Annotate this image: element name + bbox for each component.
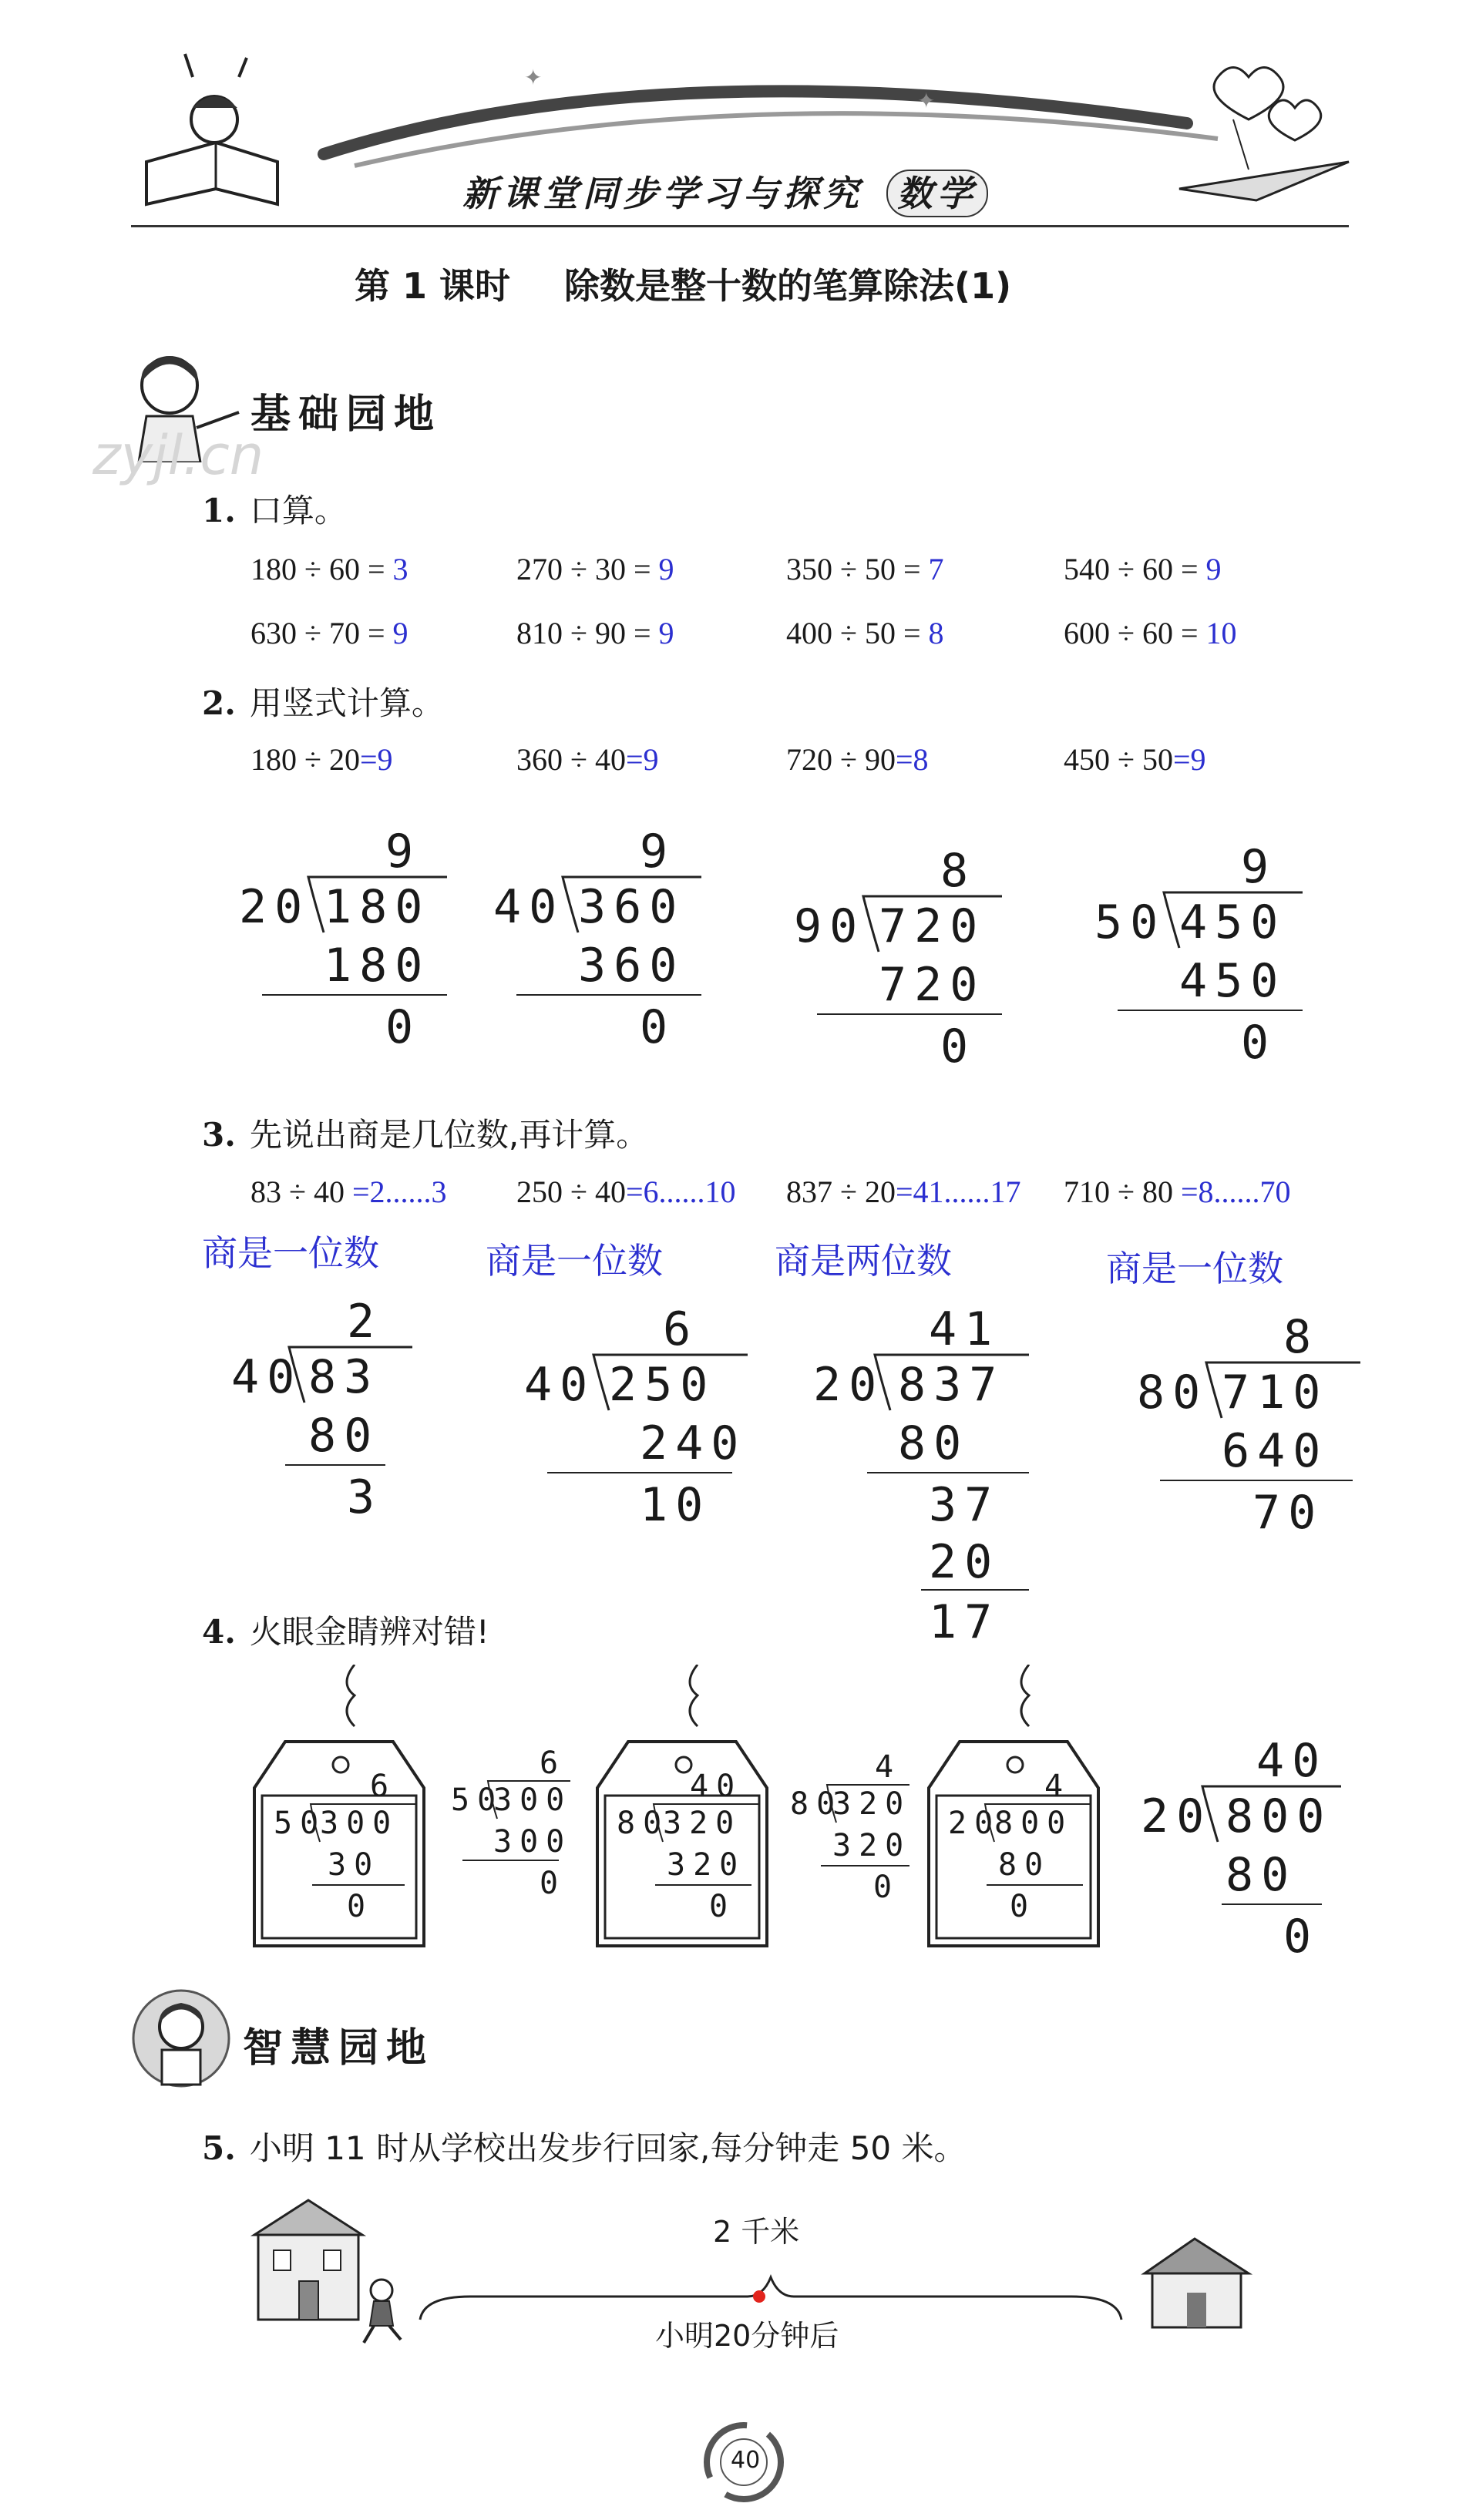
long-division: 41 20 837 80 37 20 17 — [813, 1302, 1044, 1657]
long-division: 9 40 360 360 0 — [493, 825, 709, 1056]
q2-item: 360 ÷ 40=9 — [516, 742, 659, 777]
question-5: 5. 小明 11 时从学校出发步行回家,每分钟走 50 米。 — [202, 2129, 967, 2167]
question-4: 4. 火眼金睛辨对错! — [202, 1613, 489, 1651]
section-title-wisdom: 智慧园地 — [243, 2025, 435, 2071]
q1-item: 630 ÷ 70 = 9 — [250, 616, 409, 650]
q3-item: 710 ÷ 80 =8......70 — [1064, 1174, 1291, 1209]
school-building — [254, 2200, 362, 2320]
q3-item: 83 ÷ 40 =2......3 — [250, 1174, 447, 1209]
long-division: 2 40 83 80 3 — [231, 1295, 416, 1526]
q1-item: 350 ÷ 50 = 7 — [786, 552, 944, 586]
q1-item: 400 ÷ 50 = 8 — [786, 616, 944, 650]
header-rule — [131, 225, 1349, 227]
q1-item: 270 ÷ 30 = 9 — [516, 552, 674, 586]
subject-badge: 数学 — [886, 170, 988, 217]
long-division: 6 40 250 240 10 — [524, 1302, 747, 1532]
correction-division: 6 50 300 300 0 — [451, 1746, 573, 1901]
lesson-title: 第 1 课时 除数是整十数的笔算除法(1) — [355, 265, 1012, 307]
question-1: 1. 口算。 — [202, 492, 347, 529]
tag-division: 40 80 320 320 0 — [617, 1769, 755, 1938]
q1-item: 180 ÷ 60 = 3 — [250, 552, 409, 586]
marker-label: 小明20分钟后 — [655, 2319, 839, 2353]
boy-icon — [127, 1984, 243, 2100]
q3-note: 商是两位数 — [775, 1240, 952, 1282]
long-division: 8 90 720 720 0 — [794, 844, 1010, 1075]
long-division: 8 80 710 640 70 — [1137, 1310, 1384, 1541]
page-number: 40 — [731, 2447, 761, 2474]
home-building — [1145, 2239, 1249, 2327]
q3-note: 商是一位数 — [1106, 1248, 1283, 1289]
running-boy — [364, 2280, 401, 2343]
correction-division: 40 20 800 80 0 — [1141, 1734, 1341, 1965]
question-3: 3. 先说出商是几位数,再计算。 — [202, 1116, 649, 1154]
book-series-title: 新课堂同步学习与探究 数学 — [462, 166, 988, 217]
q2-item: 720 ÷ 90=8 — [786, 742, 929, 777]
hearts-plane-illustration — [1179, 68, 1349, 201]
long-division: 9 20 180 180 0 — [239, 825, 455, 1056]
question-2: 2. 用竖式计算。 — [202, 684, 444, 722]
q3-item: 250 ÷ 40=6......10 — [516, 1174, 736, 1209]
q1-item: 600 ÷ 60 = 10 — [1064, 616, 1237, 650]
marker-dot — [753, 2290, 765, 2303]
distance-label: 2 千米 — [713, 2215, 800, 2249]
q1-item: 540 ÷ 60 = 9 — [1064, 552, 1222, 586]
tag-division: 4 20 800 80 0 — [948, 1769, 1087, 1938]
q3-item: 837 ÷ 20=41......17 — [786, 1174, 1021, 1209]
watermark: zyjl.cn — [92, 424, 264, 487]
book-girl-illustration — [146, 54, 277, 204]
q1-item: 810 ÷ 90 = 9 — [516, 616, 674, 650]
svg-text:✦: ✦ — [524, 65, 543, 90]
section-title-basic: 基础园地 — [250, 391, 442, 438]
q2-item: 180 ÷ 20=9 — [250, 742, 393, 777]
q3-note: 商是一位数 — [486, 1240, 663, 1282]
long-division: 9 50 450 450 0 — [1094, 840, 1310, 1071]
tag-division: 6 50 300 30 0 — [274, 1769, 412, 1938]
svg-text:✦: ✦ — [917, 88, 936, 113]
q3-note: 商是一位数 — [202, 1232, 379, 1274]
correction-division: 4 80 320 320 0 — [790, 1749, 912, 1905]
q2-item: 450 ÷ 50=9 — [1064, 742, 1206, 777]
